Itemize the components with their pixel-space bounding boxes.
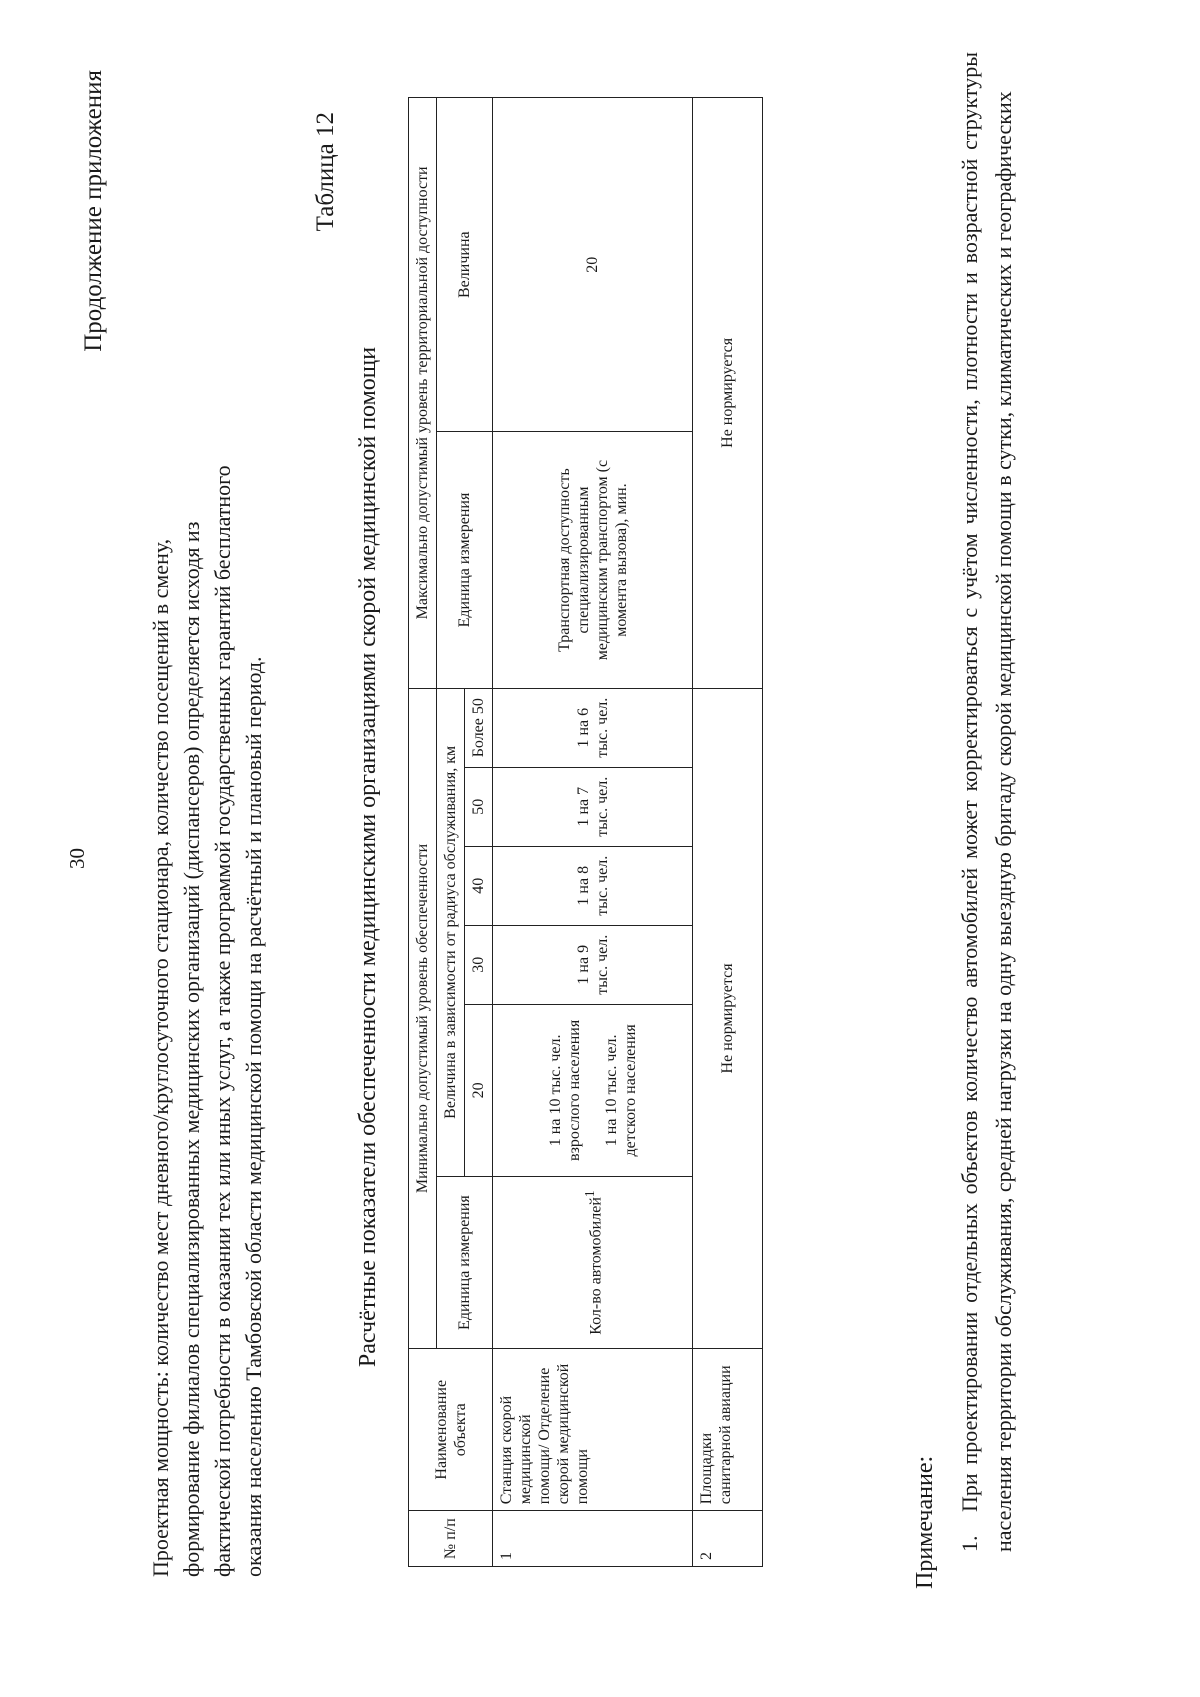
value-adult: 1 на 10 тыс. чел. взрослого населения (546, 1019, 583, 1161)
intro-line: фактической потребности в оказании тех или иных услуг, а также программой государственных гарантий бесплатного (210, 465, 235, 1577)
intro-paragraph (145, 87, 269, 1577)
row-value-40: 1 на 8 тыс. чел. (493, 846, 693, 925)
radius-over-50: Более 50 (465, 688, 493, 767)
radius-30: 30 (465, 925, 493, 1004)
row-max-not-normalized: Не нормируется (693, 98, 763, 689)
header-name: Наименование объекта (409, 1349, 493, 1511)
radius-40: 40 (465, 846, 493, 925)
footnote-ref: 1 (581, 1190, 597, 1198)
header-num: № п/п (409, 1511, 493, 1567)
table-row (493, 98, 693, 1567)
row-name: Площадки санитарной авиации (693, 1349, 763, 1511)
header-min-value: Величина в зависимости от радиуса обслуживания, км (437, 688, 465, 1176)
row-name: Станция скорой медицинской помощи/ Отделение скорой медицинской помощи (493, 1349, 693, 1511)
header-row (437, 98, 465, 1567)
note-text: При проектировании отдельных объектов количество автомобилей может корректироваться с учётом численности, плотности и возрастной структуры населения территории обслуживания, средней нагрузки на одну выездную бригаду скорой медицинской помощи в сутки, климатических и географических (957, 52, 1016, 1552)
radius-50: 50 (465, 767, 493, 846)
row-min-unit (493, 1176, 693, 1348)
min-unit-text: Кол-во автомобилей (587, 1197, 605, 1335)
row-value-50: 1 на 7 тыс. чел. (493, 767, 693, 846)
header-max-value: Величина (437, 98, 493, 432)
note-number: 1. (957, 1535, 982, 1552)
intro-line: оказания населению Тамбовской области медицинской помощи на расчётный и плановый период. (241, 656, 266, 1577)
header-max-level: Максимально допустимый уровень территориальной доступности (409, 98, 437, 689)
table-label: Таблица 12 (312, 112, 339, 232)
row-value-30: 1 на 9 тыс. чел. (493, 925, 693, 1004)
row-num: 2 (693, 1511, 763, 1567)
header-min-unit: Единица измерения (437, 1176, 493, 1348)
note-title: Примечание: (912, 1455, 938, 1589)
page-number: 30 (65, 848, 89, 869)
header-max-unit: Единица измерения (437, 432, 493, 688)
row-num: 1 (493, 1511, 693, 1567)
table-row (693, 98, 763, 1567)
header-row (409, 98, 437, 1567)
header-min-level: Минимально допустимый уровень обеспеченности (409, 688, 437, 1349)
indicators-table (408, 97, 763, 1567)
row-value-20 (493, 1004, 693, 1176)
row-max-value: 20 (493, 98, 693, 432)
intro-line: формирование филиалов специализированных медицинских организаций (диспансеров) определяется исходя из (179, 521, 204, 1577)
note-paragraph (953, 52, 1021, 1552)
row-value-over-50: 1 на 6 тыс. чел. (493, 688, 693, 767)
table-title: Расчётные показатели обеспеченности медицинскими организациями скорой медицинской помощи (355, 346, 381, 1368)
row-max-unit: Транспортная доступность специализированным медицинским транспортом (с момента вызова), мин. (493, 432, 693, 688)
row-min-not-normalized: Не нормируется (693, 688, 763, 1349)
value-child: 1 на 10 тыс. чел. детского населения (602, 1024, 639, 1157)
continuation-heading: Продолжение приложения (80, 70, 107, 352)
radius-20: 20 (465, 1004, 493, 1176)
intro-line: Проектная мощность: количество мест дневного/круглосуточного стационара, количество посещений в смену, (148, 538, 173, 1577)
